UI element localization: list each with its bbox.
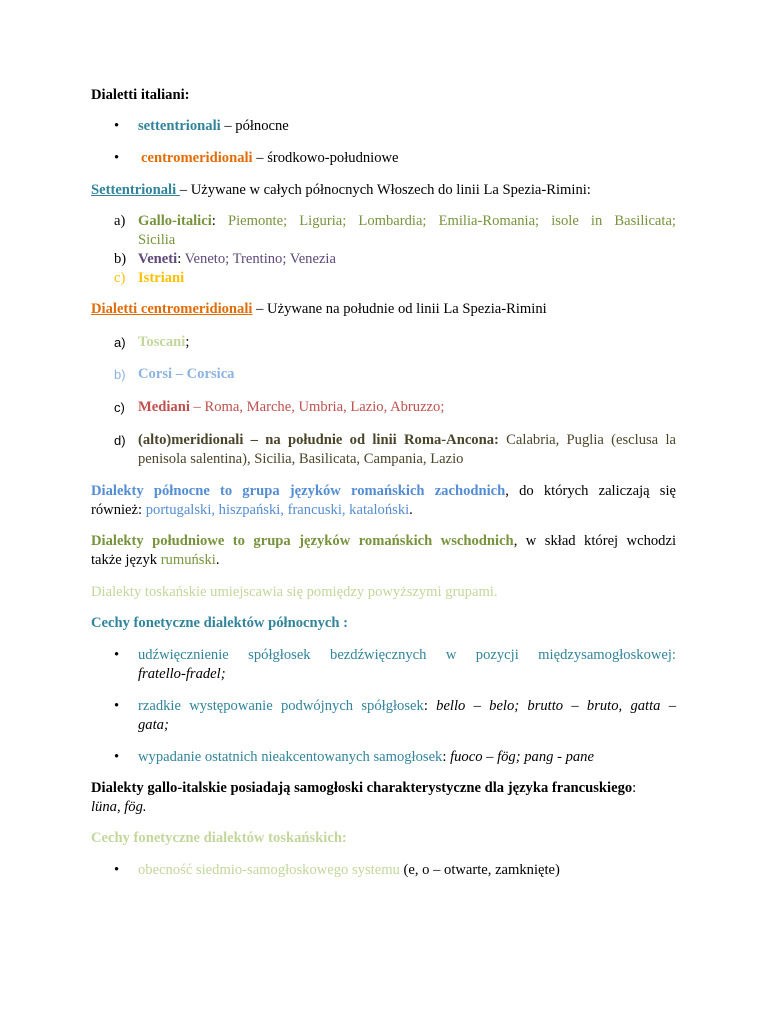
heading-north-phonetics: Cechy fonetyczne dialektów północnych : <box>91 615 348 631</box>
heading-tuscan-phonetics: Cechy fonetyczne dialektów toskańskich: <box>91 830 347 846</box>
bullet-icon: • <box>114 862 120 878</box>
bullet-icon: • <box>114 118 120 134</box>
document-page: Dialetti italiani: • settentrionali – północne • centromeridionali – środkowo-południowe Settentrionali – Używane w całych północnych Włoszech do linii La Spezia-Rimini: a) Gallo-italici: Piemonte; Liguria; Lombardia; Emilia-Romania; isole in Basilicata; Sicilia b) Veneti: Veneto; Trentino; Venezia c) Istriani Dialetti centromeridionali – Używane na południe od linii La Spezia-Rimini a) Toscani; b) Corsi – Corsica c) Mediani – Roma, Marche, Umbria, Lazio, Abruzzo; d) (alto)meridionali – na południe od linii Roma-Ancona: Calabria, Puglia (esclusa la penisola salentina), Sicilia, Basilicata, Campania, Lazio Dialekty północne to grupa języków romańskich zachodnich, do których zaliczają się również: portugalski, hiszpański, francuski, kataloński. Dialekty południowe to grupa języków romańskich wschodnich, w skład której wchodzi także język rumuński. Dialekty toskańskie umiejscawia się pomiędzy powyższymi grupami. Cechy fonetyczne dialektów północnych : • udźwięcznienie spółgłosek bezdźwięcznych w pozycji międzysamogłoskowej: fratello-fradel; • rzadkie występowanie podwójnych spółgłosek: bello – belo; brutto – bruto, gatta – gata; • wypadanie ostatnich nieakcentowanych samogłosek: fuoco – fög; pang - pane Dialekty gallo-italskie posiadają samogłoski charakterystyczne dla języka francuskiego: lüna, fög. Cechy fonetyczne dialektów toskańskich: • obecność siedmio-samogłoskowego systemu (e, o – otwarte, zamknięte) <box>91 87 677 878</box>
paragraph-south: Dialekty południowe to grupa języków romańskich wschodnich, w skład której wchodzi także język rumuński. <box>91 533 676 568</box>
term-settentrionali: settentrionali <box>138 118 221 134</box>
section-settentrionali: Settentrionali – Używane w całych północnych Włoszech do linii La Spezia-Rimini: <box>91 182 591 198</box>
section-centromeridionali: Dialetti centromeridionali – Używane na południe od linii La Spezia-Rimini <box>91 301 547 317</box>
heading-dialetti: Dialetti italiani: <box>91 87 190 103</box>
bullet-icon: • <box>114 698 120 714</box>
bullet-icon: • <box>114 749 120 765</box>
paragraph-tuscan: Dialekty toskańskie umiejscawia się pomiędzy powyższymi grupami. <box>91 584 498 600</box>
bullet-icon: • <box>114 150 120 166</box>
paragraph-gallo: Dialekty gallo-italskie posiadają samogłoski charakterystyczne dla języka francuskiego: lüna, fög. <box>91 780 637 815</box>
paragraph-north: Dialekty północne to grupa języków romańskich zachodnich, do których zaliczają się również: portugalski, hiszpański, francuski, kataloński. <box>91 483 677 518</box>
bullet-icon: • <box>114 647 120 663</box>
term-centromeridionali: centromeridionali <box>141 150 253 166</box>
